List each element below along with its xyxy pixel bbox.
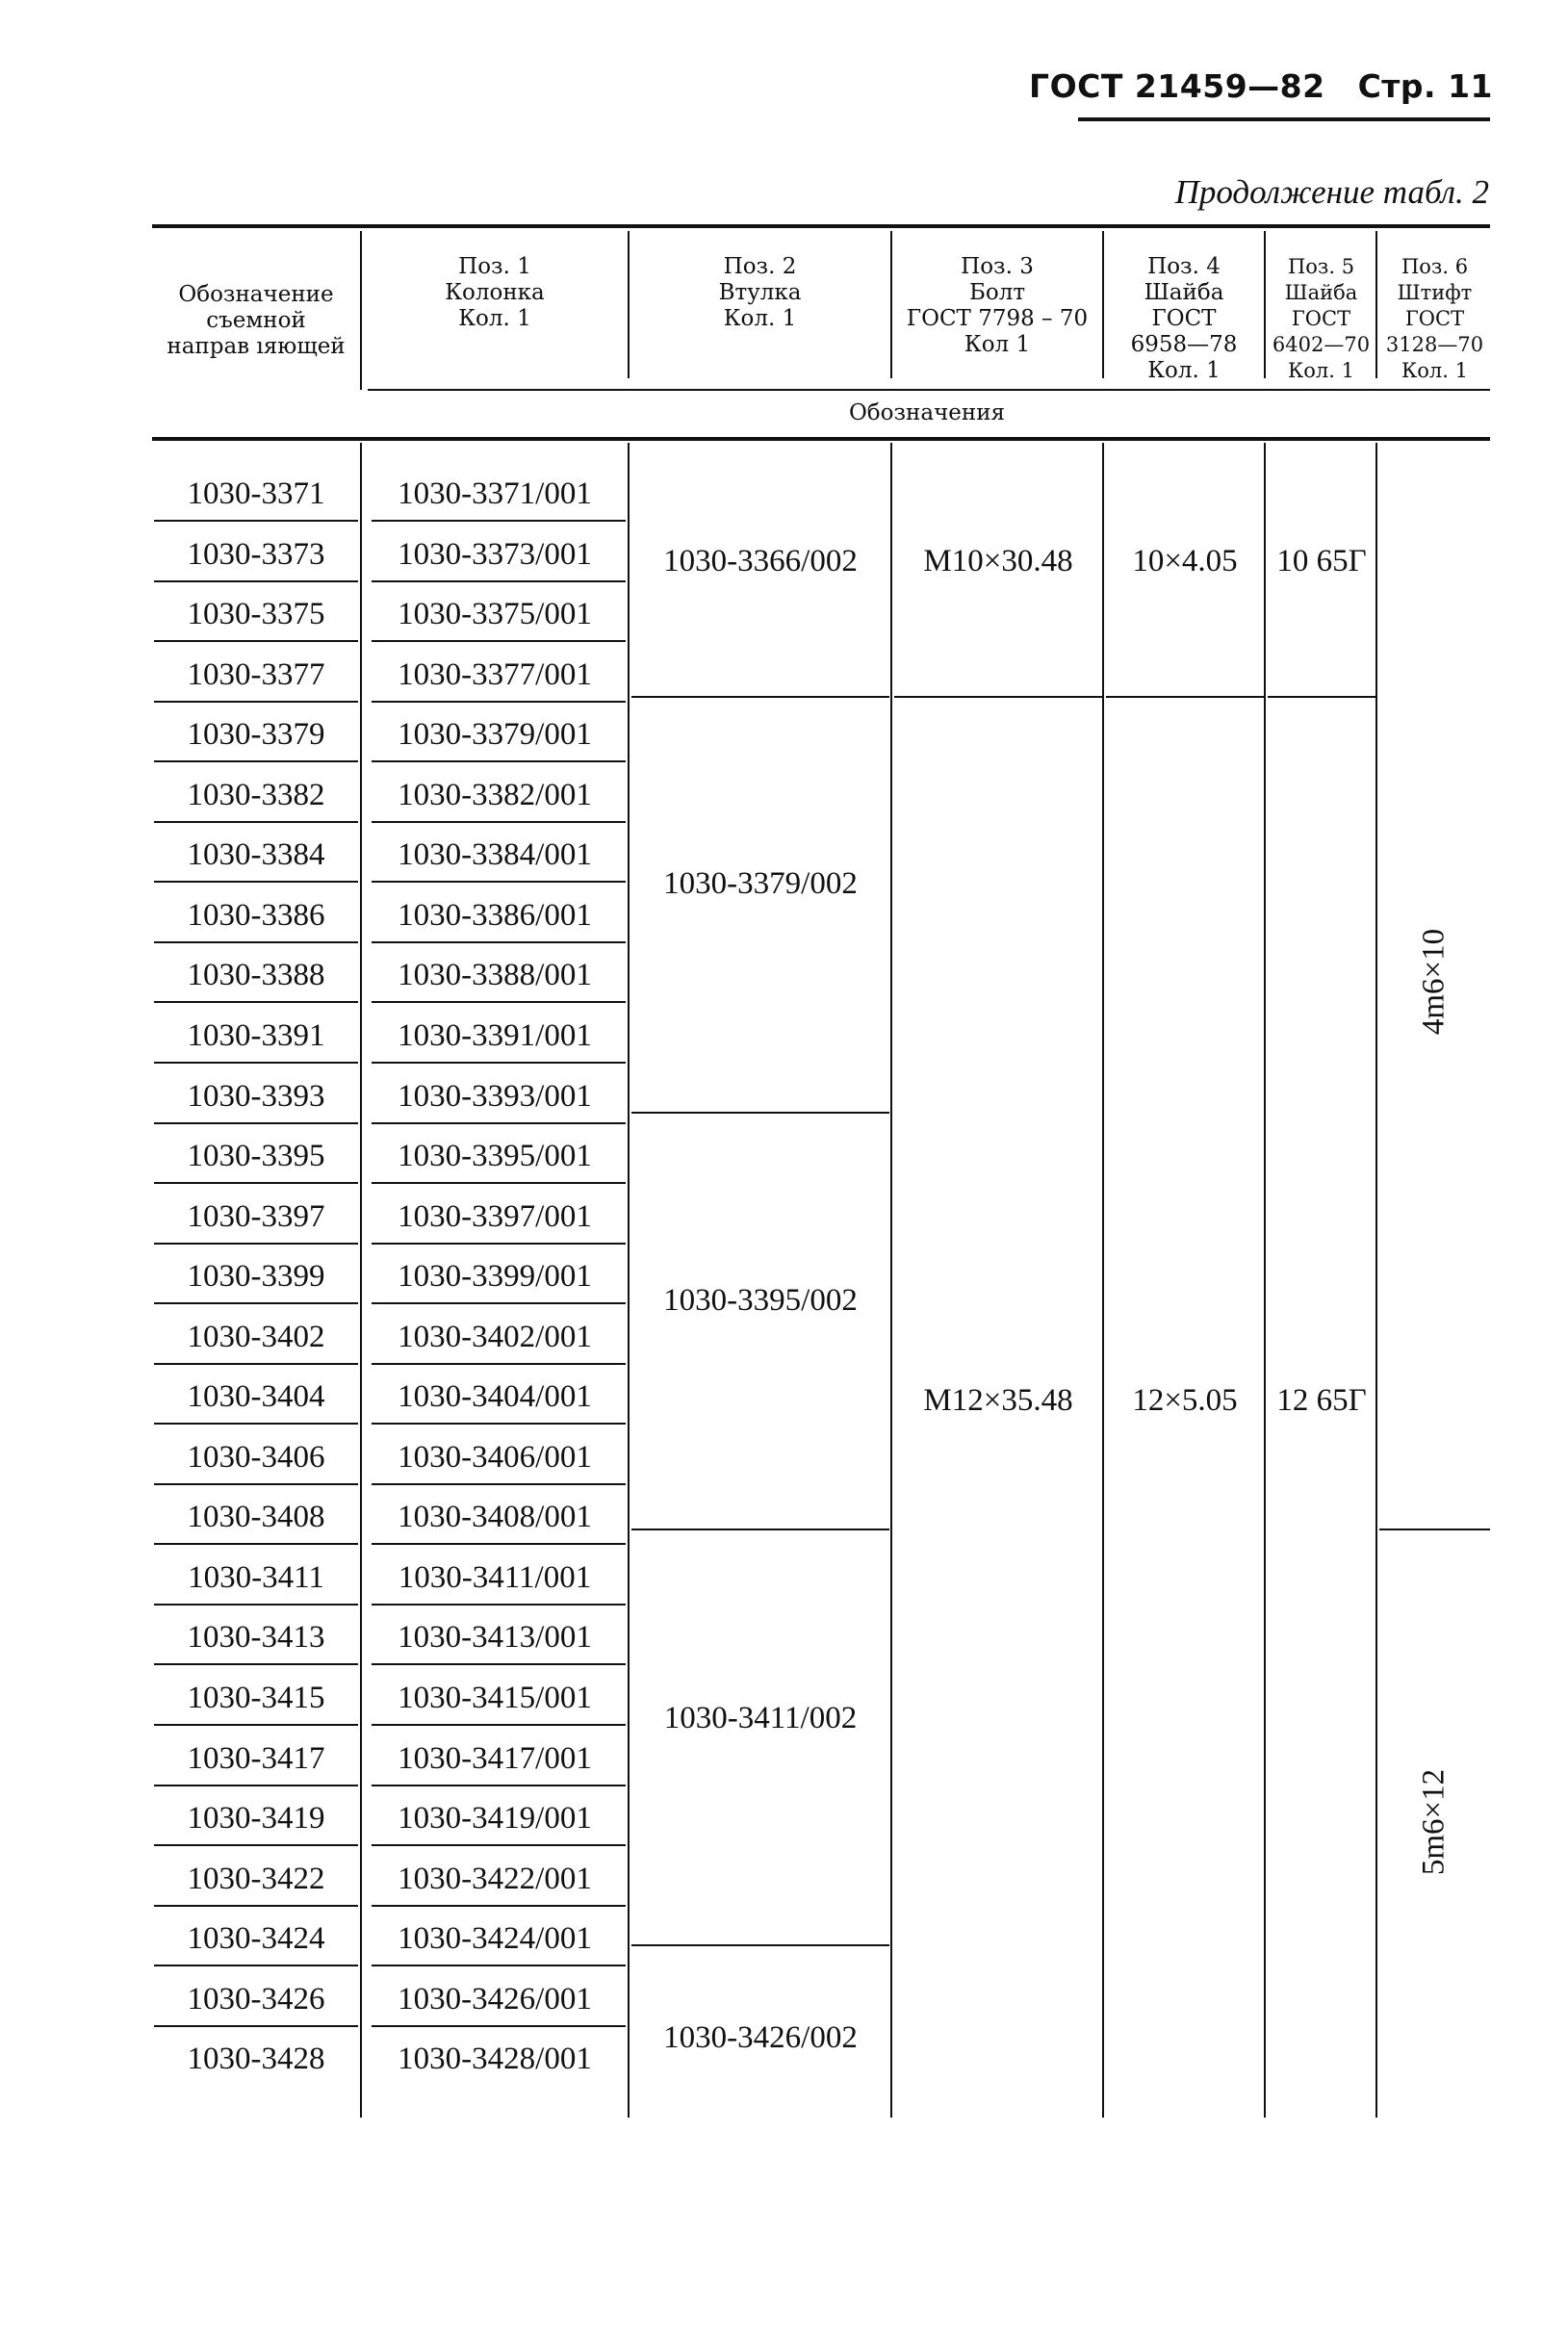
row-rule (154, 1965, 358, 1966)
row-pos1: 1030-3375/001 (398, 597, 592, 631)
row-rule (372, 821, 626, 823)
row-pos1: 1030-3408/001 (398, 1500, 592, 1534)
row-rule (154, 1663, 358, 1665)
row-rule (154, 1785, 358, 1786)
row-rule (154, 1302, 358, 1304)
col-divider-4-header (1102, 231, 1104, 378)
row-rule (372, 1122, 626, 1124)
table-continuation-caption: Продолжение табл. 2 (1174, 173, 1489, 211)
row-designation: 1030-3404 (187, 1379, 325, 1414)
row-pos1: 1030-3379/001 (398, 717, 592, 752)
row-designation: 1030-3402 (187, 1320, 325, 1354)
row-rule (372, 1423, 626, 1425)
row-designation: 1030-3424 (187, 1921, 325, 1956)
standard-number: ГОСТ 21459—82 (1029, 67, 1325, 105)
row-designation: 1030-3391 (187, 1018, 325, 1053)
row-pos1: 1030-3426/001 (398, 1982, 592, 2017)
col-divider-3-body (890, 443, 892, 2118)
row-rule (154, 821, 358, 823)
row-pos1: 1030-3402/001 (398, 1320, 592, 1354)
row-designation: 1030-3415 (187, 1681, 325, 1715)
pos2-group-rule (631, 1944, 889, 1946)
row-rule (154, 1604, 358, 1606)
header-pos2: Поз. 2 Втулка Кол. 1 (718, 254, 802, 331)
pos3-group-rule (894, 696, 1102, 698)
row-designation: 1030-3408 (187, 1500, 325, 1534)
row-designation: 1030-3397 (187, 1199, 325, 1234)
row-rule (154, 1423, 358, 1425)
header-bottom-rule (152, 437, 1490, 441)
col-divider-3-header (890, 231, 892, 378)
row-rule (372, 701, 626, 703)
table-top-rule (152, 224, 1490, 228)
row-rule (154, 1724, 358, 1726)
row-designation: 1030-3417 (187, 1741, 325, 1776)
row-designation: 1030-3393 (187, 1079, 325, 1114)
row-rule (372, 1844, 626, 1846)
row-rule (154, 2025, 358, 2027)
row-rule (372, 760, 626, 762)
pos2-group: 1030-3395/002 (663, 1283, 858, 1318)
row-rule (154, 941, 358, 943)
row-pos1: 1030-3371/001 (398, 476, 592, 511)
row-rule (154, 760, 358, 762)
header-designations-span: Обозначения (848, 400, 1006, 425)
row-pos1: 1030-3391/001 (398, 1018, 592, 1053)
row-pos1: 1030-3373/001 (398, 537, 592, 572)
row-rule (372, 1785, 626, 1786)
row-rule (154, 1062, 358, 1064)
row-rule (154, 1905, 358, 1907)
row-rule (154, 1001, 358, 1003)
row-rule (154, 1122, 358, 1124)
col-divider-1-header (360, 231, 362, 390)
row-pos1: 1030-3406/001 (398, 1440, 592, 1475)
row-rule (154, 881, 358, 883)
pos2-group: 1030-3411/002 (663, 1701, 858, 1735)
row-designation: 1030-3428 (187, 2042, 325, 2076)
row-pos1: 1030-3393/001 (398, 1079, 592, 1114)
row-designation: 1030-3411 (188, 1560, 324, 1595)
row-rule (154, 580, 358, 582)
pos6-group: 5m6×12 (1416, 1768, 1452, 1876)
row-rule (372, 1062, 626, 1064)
row-rule (372, 1724, 626, 1726)
pos2-group: 1030-3366/002 (663, 544, 858, 578)
pos3-group: M12×35.48 (923, 1383, 1073, 1418)
row-rule (372, 1663, 626, 1665)
row-rule (154, 640, 358, 642)
row-pos1: 1030-3377/001 (398, 657, 592, 692)
row-pos1: 1030-3417/001 (398, 1741, 592, 1776)
row-rule (154, 1543, 358, 1545)
row-designation: 1030-3399 (187, 1259, 325, 1294)
header-pos4: Поз. 4 Шайба ГОСТ 6958—78 Кол. 1 (1130, 254, 1238, 383)
row-designation: 1030-3386 (187, 898, 325, 933)
row-rule (372, 1001, 626, 1003)
row-designation: 1030-3426 (187, 1982, 325, 2017)
row-rule (372, 2025, 626, 2027)
row-rule (372, 1604, 626, 1606)
pos2-group: 1030-3379/002 (663, 866, 858, 901)
row-rule (154, 520, 358, 522)
row-rule (154, 1844, 358, 1846)
row-pos1: 1030-3397/001 (398, 1199, 592, 1234)
pos3-group: M10×30.48 (923, 544, 1073, 578)
row-designation: 1030-3388 (187, 958, 325, 992)
col-divider-2-body (628, 443, 630, 2118)
pos4-group-rule (1106, 696, 1264, 698)
row-rule (154, 1363, 358, 1365)
header-pos5: Поз. 5 Шайба ГОСТ 6402—70 Кол. 1 (1272, 255, 1371, 382)
row-rule (372, 1243, 626, 1245)
row-pos1: 1030-3419/001 (398, 1801, 592, 1836)
pos5-group-rule (1268, 696, 1375, 698)
pos2-group-rule (631, 696, 889, 698)
col-divider-4-body (1102, 443, 1104, 2118)
pos6-group-rule (1379, 1529, 1490, 1530)
col-divider-6-header (1375, 231, 1377, 378)
row-pos1: 1030-3424/001 (398, 1921, 592, 1956)
row-designation: 1030-3406 (187, 1440, 325, 1475)
subheader-rule (368, 389, 1490, 391)
pos4-group: 12×5.05 (1132, 1383, 1238, 1418)
row-rule (372, 1965, 626, 1966)
row-pos1: 1030-3404/001 (398, 1379, 592, 1414)
col-divider-5-header (1264, 231, 1266, 378)
pos2-group-rule (631, 1529, 889, 1530)
header-pos3: Поз. 3 Болт ГОСТ 7798 – 70 Кол 1 (906, 254, 1089, 357)
col-divider-5-body (1264, 443, 1266, 2118)
row-designation: 1030-3413 (187, 1620, 325, 1655)
header-rule (1078, 117, 1490, 121)
row-pos1: 1030-3411/001 (398, 1560, 592, 1595)
pos4-group: 10×4.05 (1132, 544, 1238, 578)
col-divider-2-header (628, 231, 630, 378)
row-designation: 1030-3373 (187, 537, 325, 572)
col-divider-1-body (360, 443, 362, 2118)
row-pos1: 1030-3382/001 (398, 778, 592, 812)
row-designation: 1030-3422 (187, 1862, 325, 1896)
row-designation: 1030-3375 (187, 597, 325, 631)
row-rule (154, 701, 358, 703)
pos2-group: 1030-3426/002 (663, 2020, 858, 2055)
row-pos1: 1030-3428/001 (398, 2042, 592, 2076)
row-pos1: 1030-3388/001 (398, 958, 592, 992)
row-pos1: 1030-3422/001 (398, 1862, 592, 1896)
row-rule (372, 1483, 626, 1485)
row-rule (372, 941, 626, 943)
header-pos1: Поз. 1 Колонка Кол. 1 (445, 254, 545, 331)
page-number: Стр. 11 (1357, 67, 1493, 105)
row-rule (372, 1302, 626, 1304)
pos6-group: 4m6×10 (1416, 928, 1452, 1036)
row-rule (154, 1243, 358, 1245)
row-pos1: 1030-3399/001 (398, 1259, 592, 1294)
row-rule (372, 881, 626, 883)
row-rule (372, 1363, 626, 1365)
row-designation: 1030-3419 (187, 1801, 325, 1836)
row-designation: 1030-3377 (187, 657, 325, 692)
row-pos1: 1030-3384/001 (398, 837, 592, 872)
row-rule (154, 1182, 358, 1184)
row-designation: 1030-3384 (187, 837, 325, 872)
row-designation: 1030-3379 (187, 717, 325, 752)
page-header (1029, 67, 1493, 105)
row-designation: 1030-3395 (187, 1139, 325, 1173)
row-rule (372, 1182, 626, 1184)
pos2-group-rule (631, 1112, 889, 1114)
row-pos1: 1030-3386/001 (398, 898, 592, 933)
header-designation: Обозначение съемной направ ıяющей (167, 282, 346, 359)
row-rule (372, 520, 626, 522)
row-pos1: 1030-3415/001 (398, 1681, 592, 1715)
header-pos6: Поз. 6 Штифт ГОСТ 3128—70 Кол. 1 (1385, 255, 1484, 382)
row-rule (372, 1543, 626, 1545)
row-rule (154, 1483, 358, 1485)
row-rule (372, 1905, 626, 1907)
row-rule (372, 580, 626, 582)
pos5-group: 12 65Г (1276, 1383, 1367, 1418)
row-designation: 1030-3371 (187, 476, 325, 511)
row-pos1: 1030-3413/001 (398, 1620, 592, 1655)
row-pos1: 1030-3395/001 (398, 1139, 592, 1173)
row-rule (372, 640, 626, 642)
pos5-group: 10 65Г (1276, 544, 1367, 578)
col-divider-6-body (1375, 443, 1377, 2118)
row-designation: 1030-3382 (187, 778, 325, 812)
